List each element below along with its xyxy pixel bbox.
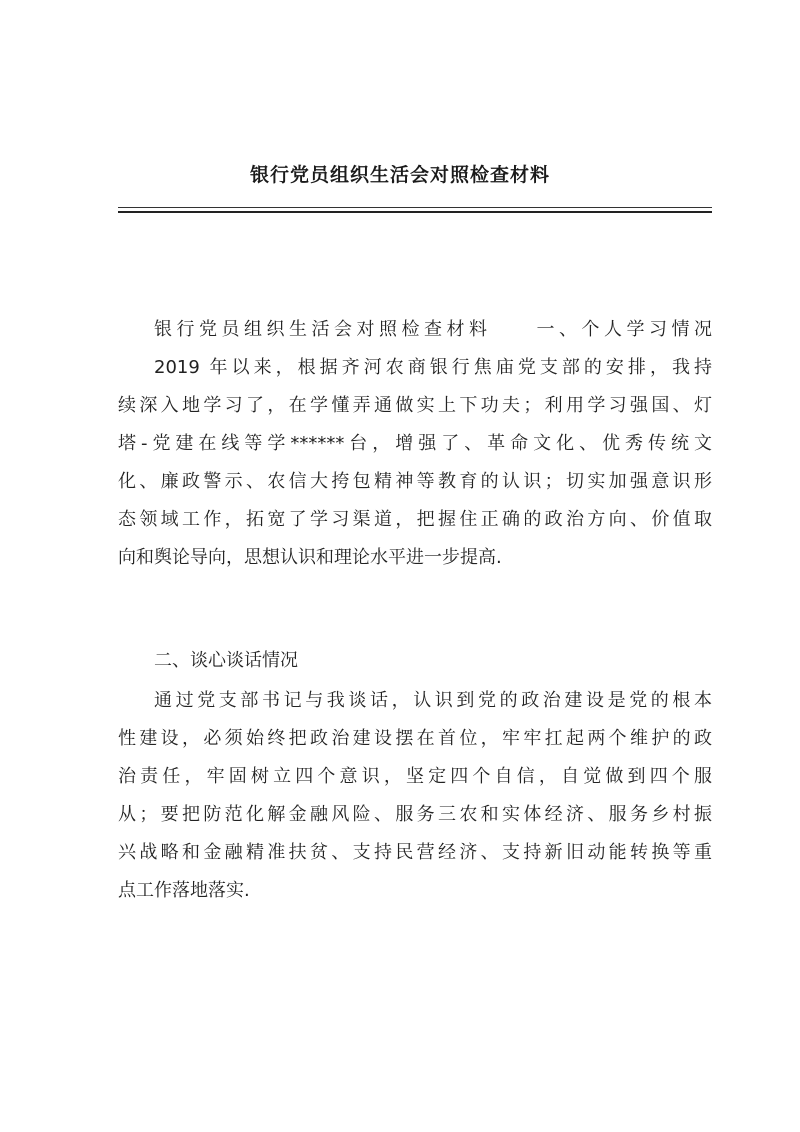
paragraph-line: 兴战略和金融精准扶贫、支持民营经济、支持新旧动能转换等重 bbox=[118, 842, 712, 863]
paragraph-line: 向和舆论导向，思想认识和理论水平进一步提高. bbox=[118, 547, 502, 568]
paragraph-line: 通过党支部书记与我谈话，认识到党的政治建设是党的根本 bbox=[154, 690, 712, 711]
paragraph-line: 化、廉政警示、农信大挎包精神等教育的认识；切实加强意识形 bbox=[118, 471, 712, 492]
paragraph-line: 点工作落地落实. bbox=[118, 880, 250, 901]
title-divider-thin bbox=[118, 207, 712, 208]
paragraph-line: 续深入地学习了，在学懂弄通做实上下功夫；利用学习强国、灯 bbox=[118, 395, 712, 416]
title-divider-thick bbox=[118, 211, 712, 213]
document-title: 银行党员组织生活会对照检查材料 bbox=[249, 164, 550, 186]
paragraph-line: 银行党员组织生活会对照检查材料 一、个人学习情况 bbox=[154, 319, 712, 340]
paragraph-line: 性建设，必须始终把政治建设摆在首位，牢牢扛起两个维护的政 bbox=[118, 728, 712, 749]
paragraph-line: 态领域工作，拓宽了学习渠道，把握住正确的政治方向、价值取 bbox=[118, 509, 712, 530]
paragraph-line: 治责任，牢固树立四个意识，坚定四个自信，自觉做到四个服 bbox=[118, 766, 712, 787]
section-heading: 二、谈心谈话情况 bbox=[154, 650, 298, 671]
paragraph-line: 从；要把防范化解金融风险、服务三农和实体经济、服务乡村振 bbox=[118, 804, 712, 825]
paragraph-line: 塔-党建在线等学******台，增强了、革命文化、优秀传统文 bbox=[118, 433, 712, 454]
paragraph-line: 2019 年以来，根据齐河农商银行焦庙党支部的安排，我持 bbox=[154, 357, 712, 378]
